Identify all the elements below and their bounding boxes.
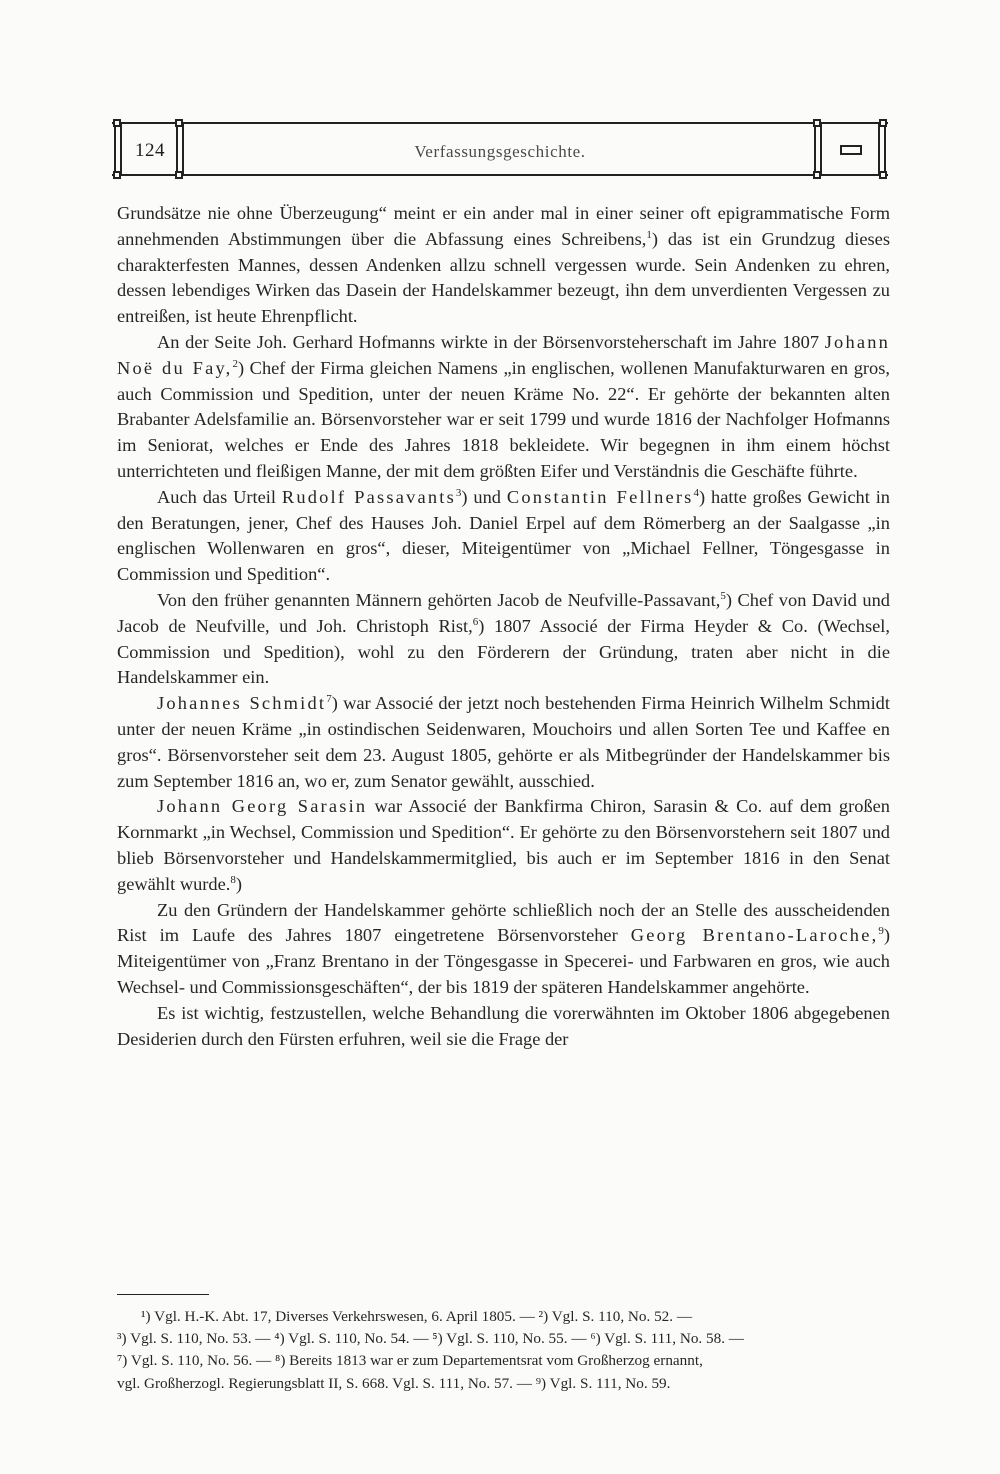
footnote-ref: 5 [720, 589, 726, 602]
footnote-ref: 9 [878, 925, 884, 938]
footnote-ref: 8 [230, 873, 236, 886]
frame-corner-ornament [813, 171, 821, 179]
paragraph: Johannes Schmidt$^7$) war Associé der jetzt noch bestehenden Firma Heinrich Wilhelm Schmidt unter der neuen Kräme „in ostindischen Seidenwaren, Mouchoirs und allen Sorten Tee und Kaffee en gros“. Börsenvorsteher seit dem 23. August 1805, gehörte er als Mitbegründer der Handelskammer bis zum September 1816 an, wo er, zum Senator gewählt, ausschied. [117, 693, 890, 791]
paragraph: Es ist wichtig, festzustellen, welche Behandlung die vorerwähnten im Oktober 1806 abgegebenen Desiderien durch den Fürsten erfuhren, weil sie die Frage der [117, 1002, 890, 1049]
page-number: 124 [135, 140, 165, 161]
spaced-name: Johannes Schmidt [157, 693, 327, 714]
frame-corner-ornament [113, 119, 121, 127]
rectangle-ornament-icon [840, 145, 862, 155]
page-header [112, 118, 888, 180]
footnote-ref: 4 [693, 486, 700, 499]
header-frame-line [878, 124, 880, 174]
header-frame-line [814, 124, 816, 174]
paragraph: Zu den Gründern der Handelskammer gehörte schließlich noch der an Stelle des ausscheidenden Rist im Laufe des Jahres 1807 eingetretene Börsenvorsteher Georg Brentano-Laroche,$^9$) Miteigentümer von „Franz Brentano in der Töngesgasse in Specerei- und Farbwaren en gros, wie auch Wechsel- und Commissionsgeschäften“, der bis 1819 der späteren Handelskammer angehörte. [117, 899, 890, 997]
footnote-line: ³) Vgl. S. 110, No. 53. — ⁴) Vgl. S. 110, No. 54. — ⁵) Vgl. S. 110, No. 55. — ⁶) Vgl. S. 111, No. 58. — [117, 1330, 744, 1348]
footnote-ref: 6 [472, 615, 479, 628]
footnote-ref: 1 [646, 228, 652, 241]
frame-corner-ornament [175, 119, 183, 127]
frame-corner-ornament [175, 171, 183, 179]
running-title: Verfassungsgeschichte. [414, 142, 586, 161]
footnote-ref: 3 [455, 486, 462, 499]
frame-corner-ornament [879, 119, 887, 127]
spaced-name: Constantin Fellners [506, 486, 694, 507]
paragraph: Johann Georg Sarasin war Associé der Bankfirma Chiron, Sarasin & Co. auf dem großen Kornmarkt „in Wechsel, Commission und Spedition“. Er gehörte zu den Börsenvorstehern seit 1807 und blieb Börsenvorsteher und Handelskammermitglied, bis auch er im September 1816 in den Senat gewählt wurde.$^8$) [117, 796, 891, 894]
header-frame-line [114, 124, 116, 174]
paragraph: Auch das Urteil Rudolf Passavants$^3$) und Constantin Fellners$^4$) hatte großes Gewicht in den Beratungen, jener, Chef des Hauses Joh. Daniel Erpel auf dem Römerberg an der Saalgasse „in englischen Wollenwaren en gros“, dieser, Miteigentümer von „Michael Fellner, Töngesgasse in Commission und Spedition“. [117, 486, 891, 585]
frame-corner-ornament [113, 171, 121, 179]
spaced-name: Georg Brentano-Laroche, [630, 925, 879, 946]
spaced-name: Rudolf Passavants [281, 486, 456, 507]
footnote-line: vgl. Großherzogl. Regierungsblatt II, S. 668. Vgl. S. 111, No. 57. — ⁹) Vgl. S. 111, No. 59. [117, 1374, 671, 1392]
frame-corner-ornament [813, 119, 821, 127]
footnotes [117, 1306, 890, 1395]
paragraph: An der Seite Joh. Gerhard Hofmanns wirkte in der Börsenvorsteherschaft im Jahre 1807 Johann Noë du Fay,$^2$) Chef der Firma gleichen Namens „in englischen, wollenen Manufakturwaren en gros, auch Commission und Spedition, unter der neuen Kräme No. 22“. Er gehörte der bekannten alten Brabanter Adelsfamilie an. Börsenvorsteher war er seit 1799 und wurde 1816 der Nachfolger Hofmanns im Seniorat, welches er Ende des Jahres 1818 bekleidete. Wir begegnen in ihm einem höchst unterrichteten und fleißigen Manne, der mit dem größten Eifer und Verständnis die Geschäfte führte. [117, 331, 890, 481]
header-frame-line [182, 124, 184, 174]
spaced-name: Johann Noë du Fay, [117, 331, 890, 378]
header-bottom-rule [112, 174, 888, 176]
footnote-ref: 2 [232, 357, 238, 370]
body-text [117, 201, 890, 1052]
paragraph: Grundsätze nie ohne Überzeugung“ meint er ein ander mal in einer seiner oft epigrammatische Form annehmenden Abstimmungen über die Abfassung eines Schreibens,$^1$) das ist ein Grundzug dieses charakterfesten Mannes, dessen Andenken allzu schnell vergessen wurde. Sein Andenken zu ehren, dessen lebendiges Wirken das Dasein der Handelskammer bezeugt, ihn dem unverdienten Vergessen zu entreißen, ist heute Ehrenpflicht. [117, 203, 890, 327]
footnote-ref: 7 [326, 693, 332, 706]
footnote-line: ⁷) Vgl. S. 110, No. 56. — ⁸) Bereits 1813 war er zum Departementsrat vom Großherzog ernannt, [117, 1352, 703, 1370]
frame-corner-ornament [879, 171, 887, 179]
footnote-rule [117, 1294, 209, 1295]
paragraph: Von den früher genannten Männern gehörten Jacob de Neufville-Passavant,$^5$) Chef von David und Jacob de Neufville, und Joh. Christoph Rist,$^6$) 1807 Associé der Firma Heyder & Co. (Wechsel, Commission und Spedition), wohl zu den Förderern der Gründung, traten aber nicht in die Handelskammer ein. [117, 589, 890, 688]
footnote-line: ¹) Vgl. H.-K. Abt. 17, Diverses Verkehrswesen, 6. April 1805. — ²) Vgl. S. 110, No. 52. — [141, 1308, 693, 1325]
header-frame-line [820, 124, 822, 174]
spaced-name: Johann Georg Sarasin [157, 796, 368, 817]
header-frame-line [884, 124, 886, 174]
header-top-rule [112, 122, 888, 124]
